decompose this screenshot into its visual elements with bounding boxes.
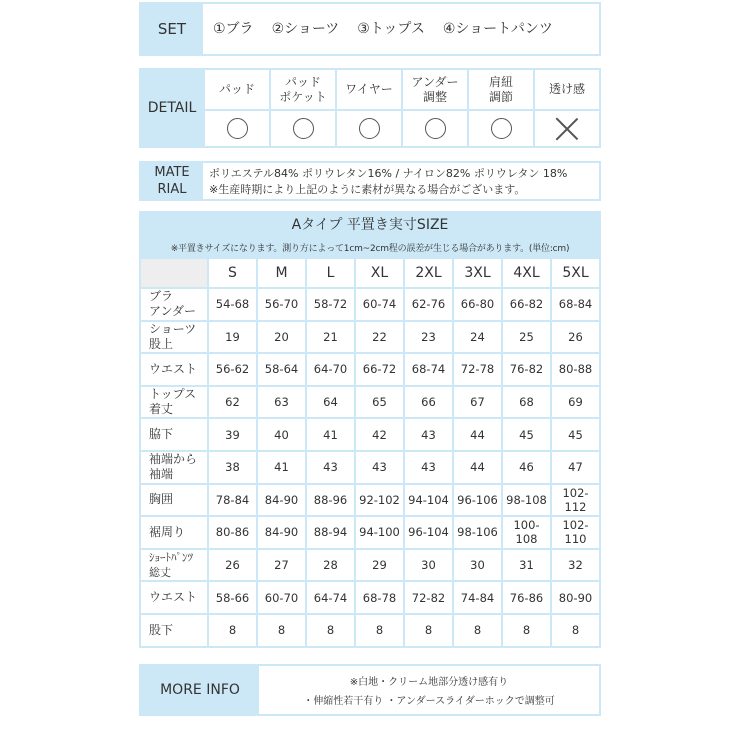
size-header: S: [208, 258, 257, 288]
table-cell: 76-82: [502, 353, 551, 386]
table-cell: 29: [355, 549, 404, 582]
table-cell: 42: [355, 418, 404, 451]
table-row: [140, 581, 600, 614]
table-cell: 43: [355, 451, 404, 484]
detail-column-header: パッド ポケット: [271, 70, 335, 111]
table-cell: 72-82: [404, 581, 453, 614]
table-cell: 25: [502, 321, 551, 354]
table-cell: 68-78: [355, 581, 404, 614]
table-cell: 76-86: [502, 581, 551, 614]
size-header: 4XL: [502, 258, 551, 288]
table-cell: 8: [404, 614, 453, 647]
table-cell: 31: [502, 549, 551, 582]
table-cell: 32: [551, 549, 600, 582]
table-cell: 23: [404, 321, 453, 354]
table-cell: 19: [208, 321, 257, 354]
table-cell: 68-84: [551, 288, 600, 321]
table-cell: 20: [257, 321, 306, 354]
table-cell: 100-108: [502, 516, 551, 549]
table-cell: 94-104: [404, 484, 453, 517]
table-cell: 56-70: [257, 288, 306, 321]
table-cell: 102-110: [551, 516, 600, 549]
table-cell: 68: [502, 386, 551, 419]
detail-column-header: 肩紐 調節: [469, 70, 533, 111]
table-cell: 41: [306, 418, 355, 451]
size-table-note: ※平置きサイズになります。測り方によって1cm~2cm程の誤差が生じる場合があります。(単位:cm): [139, 237, 601, 257]
table-cell: 44: [453, 418, 502, 451]
table-cell: 66-72: [355, 353, 404, 386]
size-header: 5XL: [551, 258, 600, 288]
set-item: ④ショートパンツ: [442, 21, 553, 37]
set-item: ③トップス: [357, 21, 425, 37]
circle-icon: [227, 118, 248, 139]
size-header: XL: [355, 258, 404, 288]
material-text: [209, 166, 567, 198]
table-cell: 43: [404, 451, 453, 484]
detail-label: DETAIL: [141, 70, 203, 146]
table-cell: 66-80: [453, 288, 502, 321]
row-label: ウエスト: [140, 353, 208, 386]
row-label: トップス 着丈: [140, 386, 208, 419]
table-cell: 88-94: [306, 516, 355, 549]
table-cell: 39: [208, 418, 257, 451]
more-info-label: MORE INFO: [141, 666, 259, 714]
table-cell: 43: [404, 418, 453, 451]
size-table: [139, 257, 601, 648]
table-row: [140, 549, 600, 582]
table-cell: 8: [208, 614, 257, 647]
table-row: [140, 418, 600, 451]
table-cell: 102-112: [551, 484, 600, 517]
table-cell: 30: [453, 549, 502, 582]
table-cell: 27: [257, 549, 306, 582]
size-header: M: [257, 258, 306, 288]
table-cell: 96-106: [453, 484, 502, 517]
table-cell: 58-64: [257, 353, 306, 386]
detail-columns: [203, 70, 599, 146]
detail-column: [533, 70, 599, 146]
table-row: [140, 386, 600, 419]
table-cell: 94-100: [355, 516, 404, 549]
detail-column-header: パッド: [205, 70, 269, 111]
table-cell: 68-74: [404, 353, 453, 386]
row-label: 袖端から 袖端: [140, 451, 208, 484]
table-cell: 62-76: [404, 288, 453, 321]
table-cell: 60-70: [257, 581, 306, 614]
set-label: SET: [141, 4, 203, 54]
table-row: [140, 484, 600, 517]
circle-icon: [293, 118, 314, 139]
detail-column: [401, 70, 467, 146]
table-cell: 98-106: [453, 516, 502, 549]
table-cell: 66-82: [502, 288, 551, 321]
size-table-title: Aタイプ 平置き実寸SIZE: [139, 211, 601, 237]
table-cell: 64: [306, 386, 355, 419]
table-cell: 44: [453, 451, 502, 484]
table-cell: 63: [257, 386, 306, 419]
set-section: [139, 2, 601, 56]
table-cell: 22: [355, 321, 404, 354]
row-label: ショーツ 股上: [140, 321, 208, 354]
detail-column-header: 透け感: [535, 70, 599, 111]
detail-section: [139, 68, 601, 148]
table-cell: 80-86: [208, 516, 257, 549]
table-row: [140, 321, 600, 354]
table-cell: 41: [257, 451, 306, 484]
material-line-2: ※生産時期により上記のように素材が異なる場合がございます。: [209, 183, 526, 196]
table-cell: 69: [551, 386, 600, 419]
table-cell: 8: [257, 614, 306, 647]
table-row: [140, 614, 600, 647]
row-label: 脇下: [140, 418, 208, 451]
table-cell: 60-74: [355, 288, 404, 321]
table-cell: 84-90: [257, 516, 306, 549]
circle-icon: [425, 118, 446, 139]
circle-icon: [491, 118, 512, 139]
table-cell: 96-104: [404, 516, 453, 549]
table-row: [140, 353, 600, 386]
table-cell: 8: [551, 614, 600, 647]
row-label: ウエスト: [140, 581, 208, 614]
table-cell: 8: [355, 614, 404, 647]
table-cell: 78-84: [208, 484, 257, 517]
table-cell: 47: [551, 451, 600, 484]
row-label: 胸囲: [140, 484, 208, 517]
table-cell: 66: [404, 386, 453, 419]
table-cell: 43: [306, 451, 355, 484]
table-cell: 64-74: [306, 581, 355, 614]
table-cell: 80-88: [551, 353, 600, 386]
table-cell: 26: [208, 549, 257, 582]
material-label: MATE RIAL: [141, 163, 203, 199]
size-header: L: [306, 258, 355, 288]
table-row: [140, 516, 600, 549]
table-cell: 84-90: [257, 484, 306, 517]
table-cell: 26: [551, 321, 600, 354]
circle-icon: [359, 118, 380, 139]
detail-column: [269, 70, 335, 146]
cross-icon: [555, 117, 579, 141]
table-cell: 30: [404, 549, 453, 582]
table-cell: 92-102: [355, 484, 404, 517]
table-cell: 80-90: [551, 581, 600, 614]
table-cell: 58-72: [306, 288, 355, 321]
row-label: ブラ アンダー: [140, 288, 208, 321]
table-cell: 28: [306, 549, 355, 582]
table-cell: 46: [502, 451, 551, 484]
table-cell: 74-84: [453, 581, 502, 614]
table-cell: 98-108: [502, 484, 551, 517]
detail-column: [203, 70, 269, 146]
table-cell: 8: [453, 614, 502, 647]
table-cell: 67: [453, 386, 502, 419]
size-header: 2XL: [404, 258, 453, 288]
table-cell: 40: [257, 418, 306, 451]
detail-column-header: アンダー 調整: [403, 70, 467, 111]
material-section: [139, 161, 601, 201]
table-cell: 62: [208, 386, 257, 419]
table-row: [140, 451, 600, 484]
table-cell: 72-78: [453, 353, 502, 386]
table-cell: 45: [502, 418, 551, 451]
detail-column: [467, 70, 533, 146]
size-header: 3XL: [453, 258, 502, 288]
more-info-section: [139, 664, 601, 716]
table-cell: 45: [551, 418, 600, 451]
row-label: 裾周り: [140, 516, 208, 549]
table-cell: 56-62: [208, 353, 257, 386]
set-items: [213, 18, 553, 38]
table-cell: 21: [306, 321, 355, 354]
table-corner: [140, 258, 208, 288]
material-line-1: ポリエステル84% ポリウレタン16% / ナイロン82% ポリウレタン 18%: [209, 167, 568, 180]
table-cell: 24: [453, 321, 502, 354]
detail-column-header: ワイヤー: [337, 70, 401, 111]
table-cell: 8: [502, 614, 551, 647]
detail-column: [335, 70, 401, 146]
table-cell: 58-66: [208, 581, 257, 614]
size-table-section: [139, 211, 601, 648]
table-cell: 54-68: [208, 288, 257, 321]
row-label: 股下: [140, 614, 208, 647]
table-cell: 38: [208, 451, 257, 484]
set-item: ②ショーツ: [271, 21, 340, 37]
row-label: ｼｮｰﾄﾊﾟﾝﾂ 総丈: [140, 549, 208, 582]
table-cell: 8: [306, 614, 355, 647]
set-item: ①ブラ: [213, 21, 254, 37]
table-cell: 88-96: [306, 484, 355, 517]
table-row: [140, 288, 600, 321]
table-cell: 65: [355, 386, 404, 419]
table-cell: 64-70: [306, 353, 355, 386]
more-info-text: ※白地・クリーム地部分透け感有り ・伸縮性若干有り ・アンダースライダーホックで調整可: [303, 677, 555, 707]
